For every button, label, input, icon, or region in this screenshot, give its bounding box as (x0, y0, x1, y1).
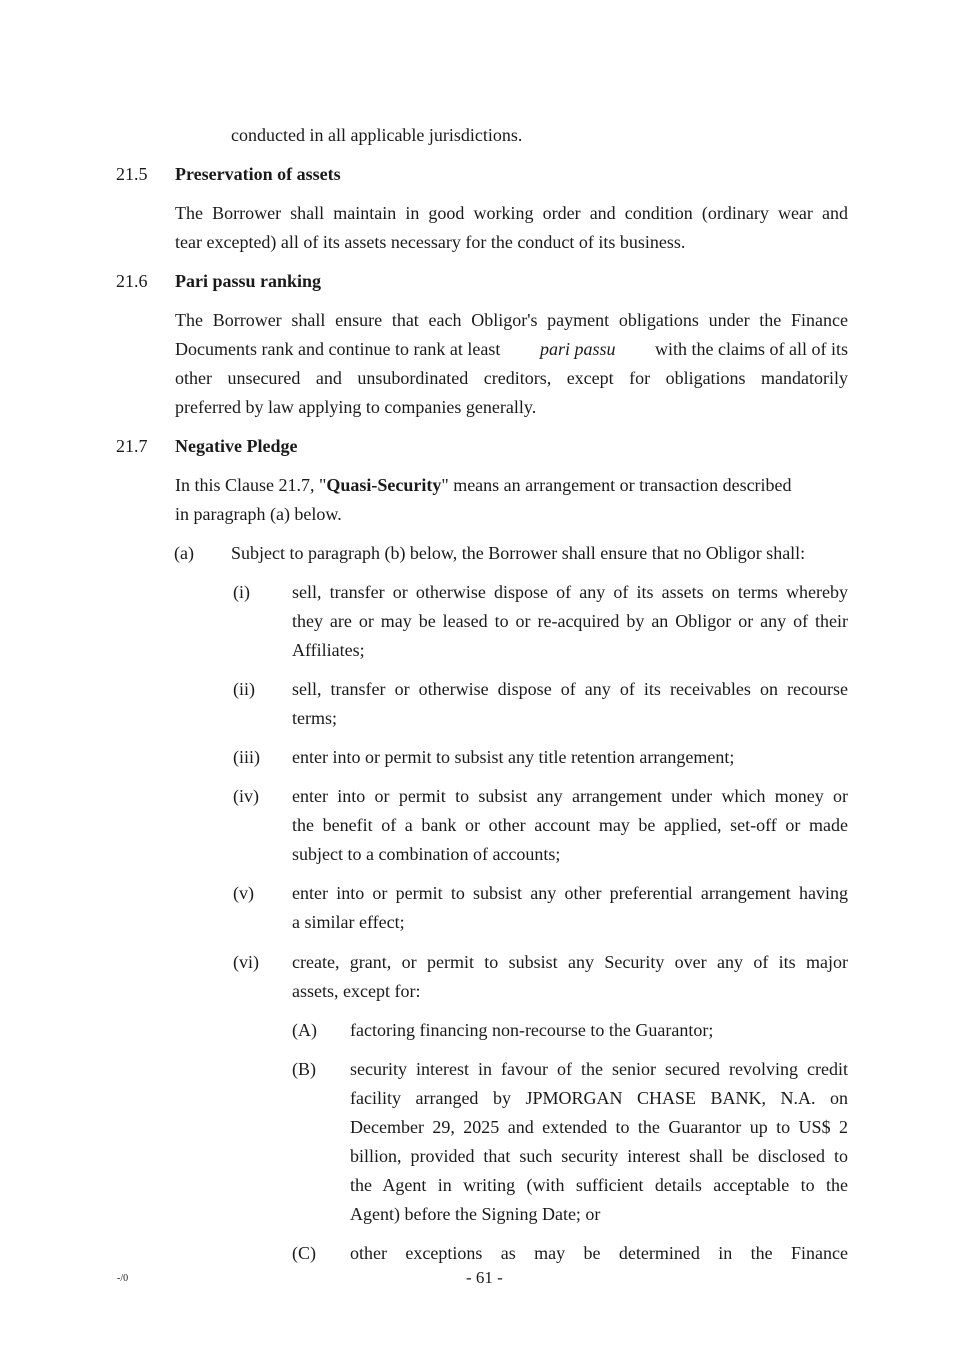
section-21-6-line-2 (175, 338, 848, 360)
item-i-label: (i) (233, 582, 250, 602)
item-iv-line-3: subject to a combination of accounts; (292, 844, 561, 864)
section-heading-21-6: Pari passu ranking (175, 271, 322, 291)
footer-reference: -/0 (117, 1273, 129, 1284)
item-vi-label: (vi) (233, 952, 259, 972)
item-i-line-3: Affiliates; (292, 640, 365, 660)
section-21-6-line-1: The Borrower shall ensure that each Obligor's payment obligations under the Finance (175, 310, 848, 330)
item-ii-line-2: terms; (292, 708, 337, 728)
subitem-b-line-3: December 29, 2025 and extended to the Guarantor up to US$ 2 (350, 1117, 848, 1137)
section-heading-21-7: Negative Pledge (175, 436, 298, 456)
section-21-6-line-2-a: Documents rank and continue to rank at least (175, 339, 501, 359)
subitem-b-line-4: billion, provided that such security interest shall be disclosed to (350, 1146, 848, 1166)
para-a-text: Subject to paragraph (b) below, the Borrower shall ensure that no Obligor shall: (231, 543, 806, 563)
item-vi-line-1: create, grant, or permit to subsist any Security over any of its major (292, 952, 848, 972)
item-i-line-1: sell, transfer or otherwise dispose of any of its assets on terms whereby (292, 582, 848, 602)
item-ii-line-1: sell, transfer or otherwise dispose of any of its receivables on recourse (292, 679, 848, 699)
subitem-b-line-1: security interest in favour of the senior secured revolving credit (350, 1059, 848, 1079)
item-i-line-2: they are or may be leased to or re-acquired by an Obligor or any of their (292, 611, 848, 631)
section-21-7-intro-line-1 (175, 474, 792, 496)
subitem-b-label: (B) (292, 1059, 316, 1079)
section-number-21-5: 21.5 (116, 164, 148, 184)
intro-term: Quasi-Security (326, 475, 442, 495)
section-21-6-line-3: other unsecured and unsubordinated creditors, except for obligations mandatorily (175, 368, 848, 388)
section-21-5-line-2: tear excepted) all of its assets necessary for the conduct of its business. (175, 232, 686, 252)
item-iii-label: (iii) (233, 747, 260, 767)
page-number: - 61 - (466, 1268, 503, 1287)
para-a-label: (a) (174, 543, 194, 563)
subitem-b-line-2: facility arranged by JPMORGAN CHASE BANK, N.A. on (350, 1088, 848, 1108)
item-iv-line-1: enter into or permit to subsist any arrangement under which money or (292, 786, 848, 806)
subitem-a-label: (A) (292, 1020, 317, 1040)
continuation-line: conducted in all applicable jurisdictions. (231, 125, 523, 145)
section-21-6-line-4: preferred by law applying to companies generally. (175, 397, 537, 417)
item-ii-label: (ii) (233, 679, 255, 699)
section-21-7-intro-line-2: in paragraph (a) below. (175, 504, 342, 524)
subitem-c-label: (C) (292, 1243, 316, 1263)
item-v-label: (v) (233, 883, 254, 903)
intro-post: " means an arrangement or transaction described (441, 475, 792, 495)
section-number-21-7: 21.7 (116, 436, 148, 456)
subitem-c-line-1: other exceptions as may be determined in the Finance (350, 1243, 848, 1263)
item-iv-label: (iv) (233, 786, 259, 806)
section-21-5-line-1: The Borrower shall maintain in good working order and condition (ordinary wear and (175, 203, 848, 223)
item-v-line-1: enter into or permit to subsist any other preferential arrangement having (292, 883, 848, 903)
item-iii-line-1: enter into or permit to subsist any title retention arrangement; (292, 747, 735, 767)
section-21-6-line-2-b: with the claims of all of its (655, 339, 848, 359)
item-iv-line-2: the benefit of a bank or other account may be applied, set-off or made (292, 815, 848, 835)
subitem-b-line-5: the Agent in writing (with sufficient details acceptable to the (350, 1175, 848, 1195)
section-number-21-6: 21.6 (116, 271, 148, 291)
item-vi-line-2: assets, except for: (292, 981, 421, 1001)
subitem-b-line-6: Agent) before the Signing Date; or (350, 1204, 601, 1224)
subitem-a-line-1: factoring financing non-recourse to the Guarantor; (350, 1020, 714, 1040)
section-21-6-pari-passu: pari passu (539, 339, 616, 359)
item-v-line-2: a similar effect; (292, 912, 405, 932)
section-heading-21-5: Preservation of assets (175, 164, 341, 184)
intro-pre: In this Clause 21.7, " (175, 475, 327, 495)
